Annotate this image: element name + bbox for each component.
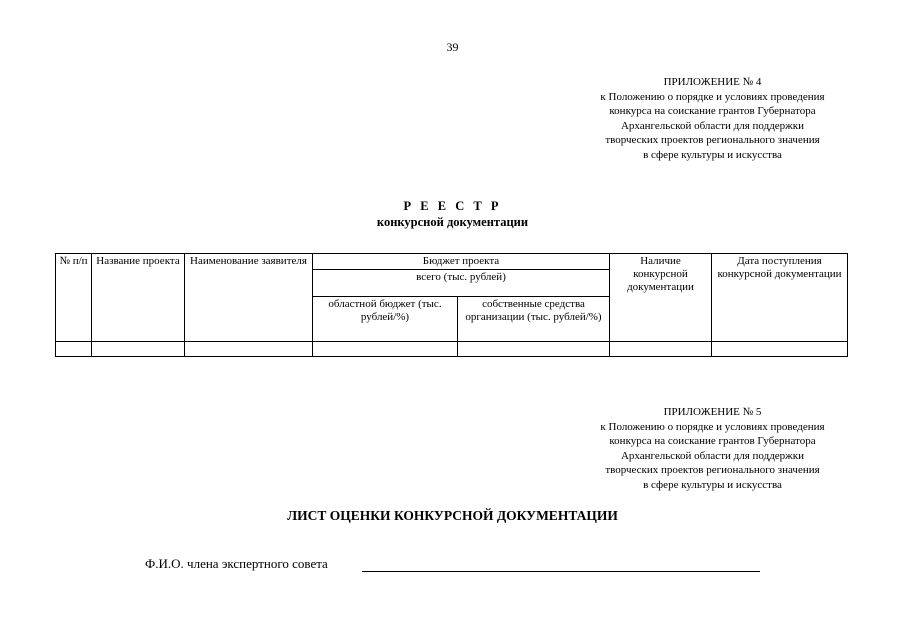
- appendix-5-header: [560, 405, 865, 492]
- appendix-5-line: творческих проектов регионального значения: [605, 464, 820, 476]
- appendix-5-line: Архангельской области для поддержки: [620, 449, 805, 462]
- appendix-4-header: [560, 75, 865, 162]
- expert-name-blank-line: [362, 571, 760, 572]
- table-cell: [712, 342, 848, 357]
- header-docs-presence: Наличие конкурсной документации: [610, 254, 712, 342]
- reestr-subtitle: конкурсной документации: [376, 215, 529, 229]
- header-project-name: Название проекта: [92, 254, 185, 342]
- header-applicant: Наименование заявителя: [185, 254, 313, 342]
- appendix-4-line: творческих проектов регионального значения: [605, 134, 820, 146]
- header-number: № п/п: [56, 254, 92, 342]
- expert-name-label: Ф.И.О. члена экспертного совета: [145, 556, 328, 571]
- table-cell: [185, 342, 313, 357]
- evaluation-sheet-title: ЛИСТ ОЦЕНКИ КОНКУРСНОЙ ДОКУМЕНТАЦИИ: [287, 508, 618, 523]
- appendix-5-line: в сфере культуры и искусства: [643, 478, 782, 491]
- appendix-4-title: ПРИЛОЖЕНИЕ № 4: [663, 76, 762, 88]
- reestr-title: Р Е Е С Т Р: [403, 199, 502, 213]
- appendix-5-line: конкурса на соискание грантов Губернатора: [609, 435, 816, 447]
- appendix-4-line: к Положению о порядке и условиях проведения: [600, 90, 825, 103]
- table-cell: [56, 342, 92, 357]
- header-own-funds: собственные средства организации (тыс. рублей/%): [458, 297, 610, 342]
- registry-table: [55, 253, 848, 357]
- table-cell: [458, 342, 610, 357]
- table-cell: [610, 342, 712, 357]
- appendix-5-line: к Положению о порядке и условиях проведения: [600, 420, 825, 433]
- appendix-5-title: ПРИЛОЖЕНИЕ № 5: [663, 406, 762, 418]
- table-cell: [92, 342, 185, 357]
- appendix-4-line: Архангельской области для поддержки: [620, 119, 805, 132]
- header-budget: Бюджет проекта: [313, 254, 610, 270]
- header-budget-total: всего (тыс. рублей): [313, 270, 610, 297]
- table-header-row: [56, 254, 848, 270]
- header-regional-budget: областной бюджет (тыс. рублей/%): [313, 297, 458, 342]
- header-receipt-date: Дата поступления конкурсной документации: [712, 254, 848, 342]
- appendix-4-line: в сфере культуры и искусства: [643, 148, 782, 161]
- page-number: 39: [446, 40, 459, 54]
- table-row: [56, 342, 848, 357]
- table-cell: [313, 342, 458, 357]
- appendix-4-line: конкурса на соискание грантов Губернатора: [609, 105, 816, 117]
